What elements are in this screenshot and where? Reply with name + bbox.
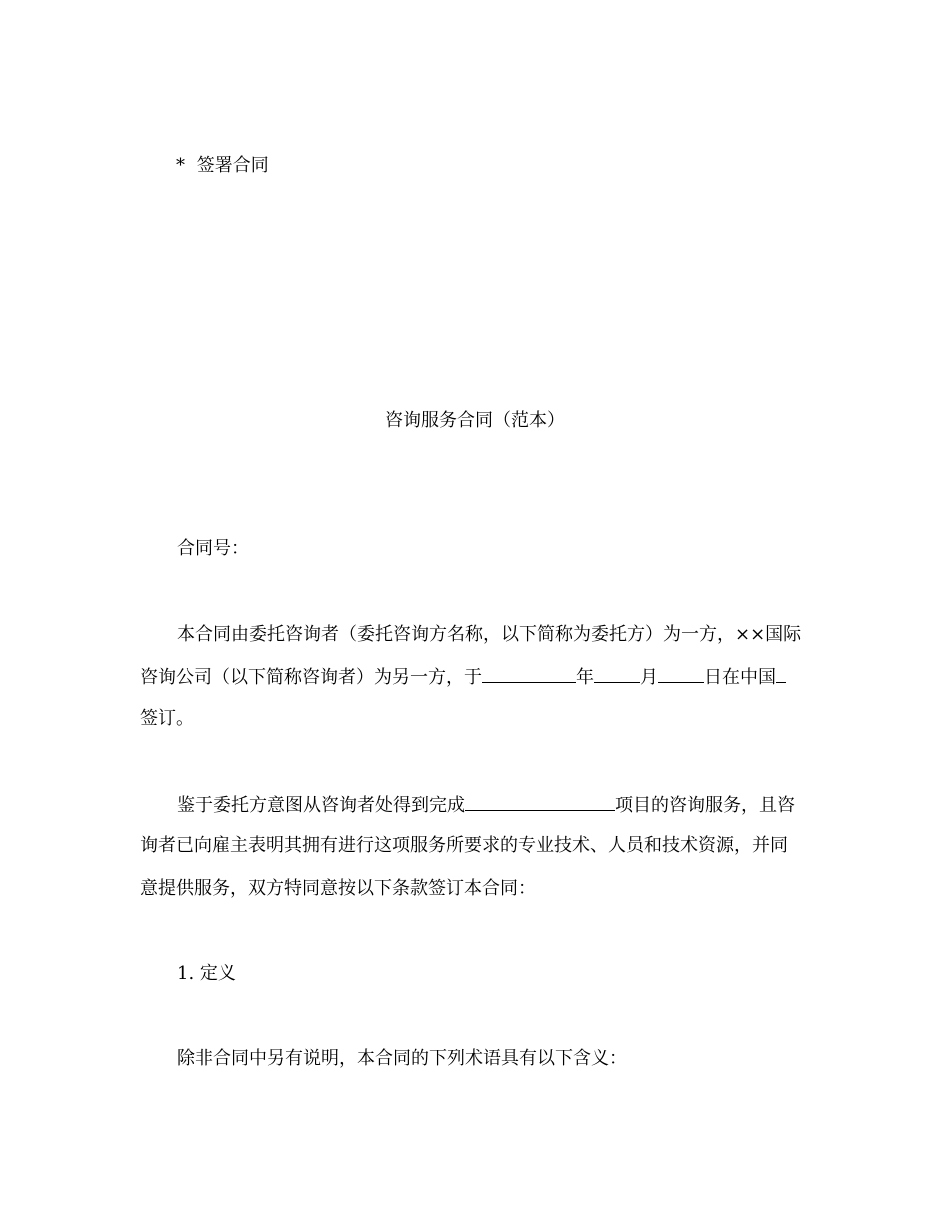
year-unit: 年 [576, 667, 594, 688]
paragraph2-line1 [177, 793, 795, 817]
contract-number-label: 合同号： [177, 538, 249, 559]
paragraph1-line3: 签订。 [140, 708, 194, 729]
header-label: 签署合同 [196, 155, 269, 176]
document-title: 咨询服务合同（范本） [385, 410, 565, 431]
paragraph1-line2-prefix: 咨询公司（以下简称咨询者）为另一方，于 [140, 667, 482, 688]
paragraph2-line3: 意提供服务，双方特同意按以下条款签订本合同： [140, 878, 536, 899]
section1-heading: 1. 定义 [177, 963, 236, 984]
section1-intro: 除非合同中另有说明，本合同的下列术语具有以下含义： [177, 1048, 627, 1069]
paragraph2-line2: 询者已向雇主表明其拥有进行这项服务所要求的专业技术、人员和技术资源，并同 [140, 835, 788, 856]
paragraph1-line1: 本合同由委托咨询者（委托咨询方名称，以下简称为委托方）为一方，××国际 [177, 624, 802, 645]
paragraph2-line1-prefix: 鉴于委托方意图从咨询者处得到完成 [177, 795, 465, 816]
bullet: * [176, 155, 185, 176]
place-blank [776, 665, 786, 683]
year-blank [482, 665, 576, 683]
month-blank [594, 665, 640, 683]
month-unit: 月 [640, 667, 658, 688]
day-blank [658, 665, 704, 683]
header-line [176, 155, 269, 177]
paragraph2-line1-suffix: 项目的咨询服务，且咨 [615, 795, 795, 816]
project-blank [465, 793, 615, 811]
day-suffix: 日在中国 [704, 667, 776, 688]
paragraph1-line2 [140, 665, 786, 689]
